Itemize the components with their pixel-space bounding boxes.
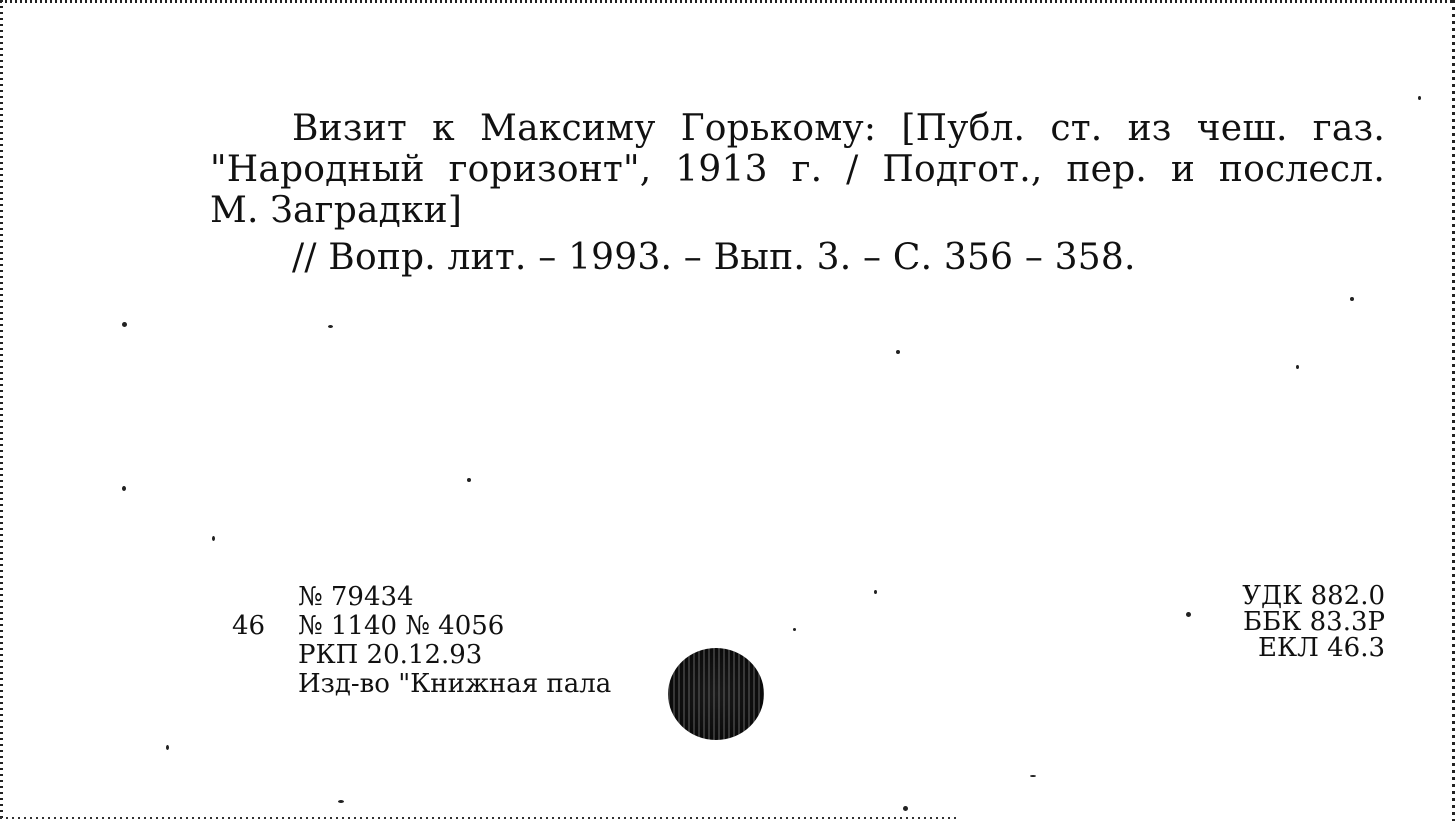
scan-speck — [896, 350, 900, 354]
imprint-row-2 — [232, 612, 611, 641]
scan-speck — [338, 800, 344, 803]
imprint-row-4 — [232, 670, 611, 699]
scan-speck — [122, 322, 127, 327]
scan-speck — [874, 590, 877, 594]
scan-speck — [793, 628, 796, 631]
bibliographic-entry — [210, 108, 1385, 278]
imprint-row-3 — [232, 641, 611, 670]
scan-speck — [1186, 612, 1191, 617]
entry-title-line: Визит к Максиму Горькому: [Публ. ст. из чеш. газ. — [292, 108, 1385, 149]
entry-author-line: М. Заградки] — [210, 190, 463, 231]
classification-block — [1242, 583, 1385, 661]
scan-speck — [166, 745, 169, 750]
bbk-code: ББК 83.3Р — [1243, 607, 1385, 637]
scan-speck — [1350, 297, 1354, 301]
card-registration-numbers: № 1140 № 4056 — [298, 611, 505, 641]
scan-speck — [1030, 775, 1036, 777]
entry-citation-line: // Вопр. лит. – 1993. – Вып. 3. – С. 356 – 358. — [292, 237, 1136, 278]
scan-edge-left — [0, 0, 3, 821]
ink-blot-stamp — [668, 648, 764, 740]
ekl-code: ЕКЛ 46.3 — [1258, 633, 1385, 663]
card-date: РКП 20.12.93 — [298, 640, 483, 670]
card-record-number: № 79434 — [298, 582, 414, 612]
scan-speck — [212, 536, 215, 541]
scan-speck — [467, 478, 471, 482]
scan-edge-bottom — [0, 817, 960, 819]
scan-edge-top — [0, 0, 1455, 3]
scan-speck — [903, 806, 908, 811]
scan-speck — [1418, 96, 1421, 100]
entry-source-line: "Народный горизонт", 1913 г. / Подгот., пер. и послесл. — [210, 149, 1385, 190]
scan-speck — [328, 325, 333, 328]
scan-speck — [1296, 365, 1299, 369]
scan-speck — [122, 486, 126, 491]
udk-code: УДК 882.0 — [1242, 581, 1385, 611]
imprint-row-1 — [232, 583, 611, 612]
imprint-block — [232, 583, 611, 699]
card-number: 46 — [232, 611, 266, 641]
card-publisher: Изд-во "Книжная пала — [298, 669, 612, 699]
